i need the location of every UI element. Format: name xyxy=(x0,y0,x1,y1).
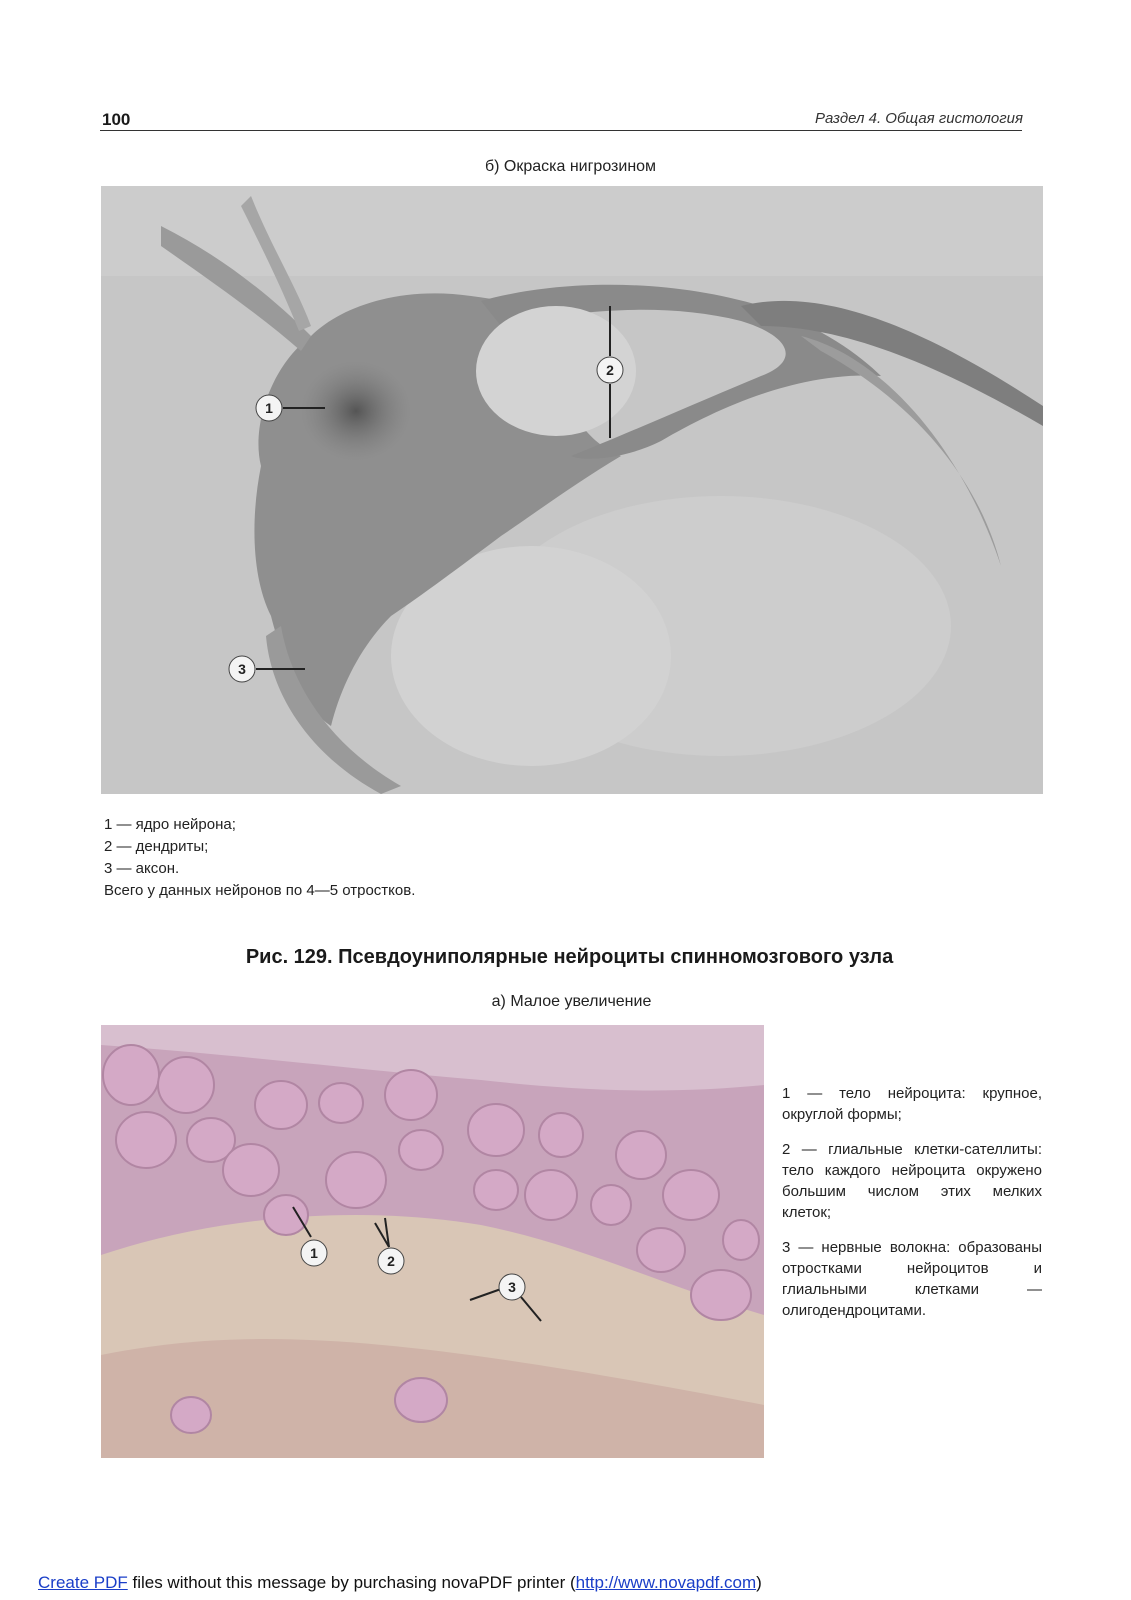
header-rule xyxy=(100,130,1022,131)
create-pdf-link[interactable]: Create PDF xyxy=(38,1573,128,1592)
footer-text-1: files without this message by purchasing novaPDF printer ( xyxy=(127,1573,576,1592)
top-marker-2: 2 xyxy=(606,362,614,378)
top-marker-1: 1 xyxy=(265,400,273,416)
bottom-marker-1: 1 xyxy=(310,1245,318,1261)
ganglion-micrograph xyxy=(101,1025,764,1458)
figure-b-legend xyxy=(104,814,415,902)
figure-129-title: Рис. 129. Псевдоуниполярные нейроциты спинномозгового узла xyxy=(245,946,894,968)
figure-a-caption: а) Малое увеличение xyxy=(491,993,652,1010)
nigrosin-micrograph xyxy=(101,186,1043,794)
legend2-item-2: 2 — глиальные клетки-сателлиты: тело каждого нейроцита окружено большим числом этих мелких клеток; xyxy=(782,1141,1042,1221)
bottom-marker-2: 2 xyxy=(387,1253,395,1269)
legend2-item-1: 1 — тело нейроцита: крупное, округлой формы; xyxy=(782,1085,1042,1123)
legend2-item-3: 3 — нервные волокна: образованы отростками нейроцитов и глиальными клетками — олигодендроцитами. xyxy=(782,1239,1042,1319)
pdf-footer xyxy=(38,1573,762,1593)
footer-text-2: ) xyxy=(756,1573,762,1592)
figure-b-caption: б) Окраска нигрозином xyxy=(484,158,657,175)
page-number: 100 xyxy=(102,110,131,129)
legend-item-2: 2 — дендриты; xyxy=(104,838,209,855)
legend-item-1: 1 — ядро нейрона; xyxy=(104,816,236,833)
top-marker-3: 3 xyxy=(238,661,246,677)
bottom-marker-3: 3 xyxy=(508,1279,516,1295)
legend-item-3: 3 — аксон. xyxy=(104,860,180,877)
section-title: Раздел 4. Общая гистология xyxy=(815,110,1023,127)
legend-note: Всего у данных нейронов по 4—5 отростков. xyxy=(104,882,416,899)
novapdf-link[interactable]: http://www.novapdf.com xyxy=(575,1573,757,1592)
figure-a-legend xyxy=(782,1083,1042,1335)
